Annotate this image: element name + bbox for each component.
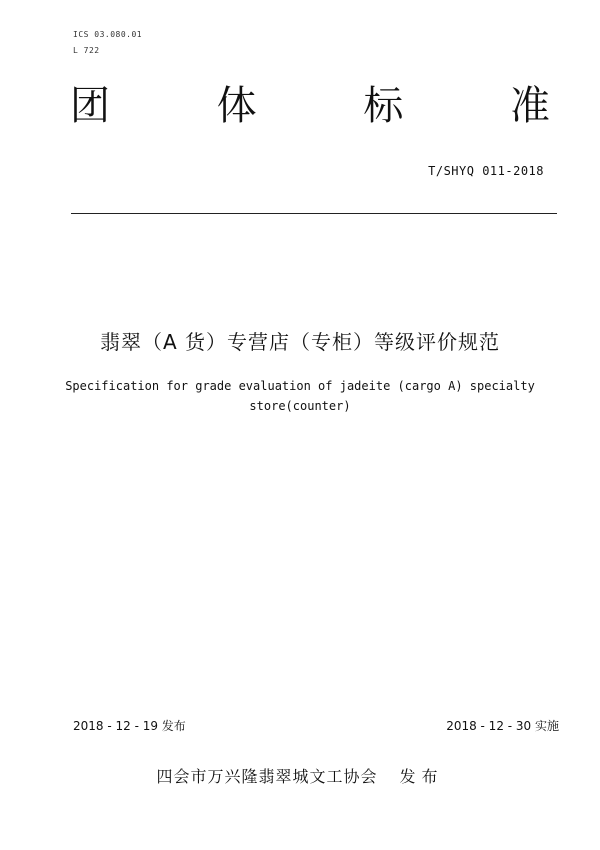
document-title-english <box>60 376 540 416</box>
document-title-english-line: store(counter) <box>249 399 351 413</box>
ics-code: ICS 03.080.01 <box>73 30 143 39</box>
issuer-action: 发布 <box>399 767 444 786</box>
standard-number: T/SHYQ 011-2018 <box>428 164 544 178</box>
issuer-name: 四会市万兴隆翡翠城文工协会 <box>156 767 378 786</box>
standard-type-heading <box>70 78 550 134</box>
document-title-english-line: Specification for grade evaluation of jadeite (cargo A) specialty <box>65 379 535 393</box>
standard-type-char: 标 <box>363 83 404 129</box>
standard-type-char: 团 <box>70 83 110 129</box>
effective-date: 2018 - 12 - 30 实施 <box>446 719 559 733</box>
header-divider <box>71 213 557 214</box>
standard-type-char: 体 <box>216 83 257 129</box>
issuer-line <box>0 764 600 787</box>
ccs-code: L 722 <box>73 46 100 55</box>
document-title-chinese: 翡翠（A 货）专营店（专柜）等级评价规范 <box>99 330 501 354</box>
publish-date: 2018 - 12 - 19 发布 <box>73 719 186 733</box>
standard-type-char: 准 <box>509 83 550 129</box>
